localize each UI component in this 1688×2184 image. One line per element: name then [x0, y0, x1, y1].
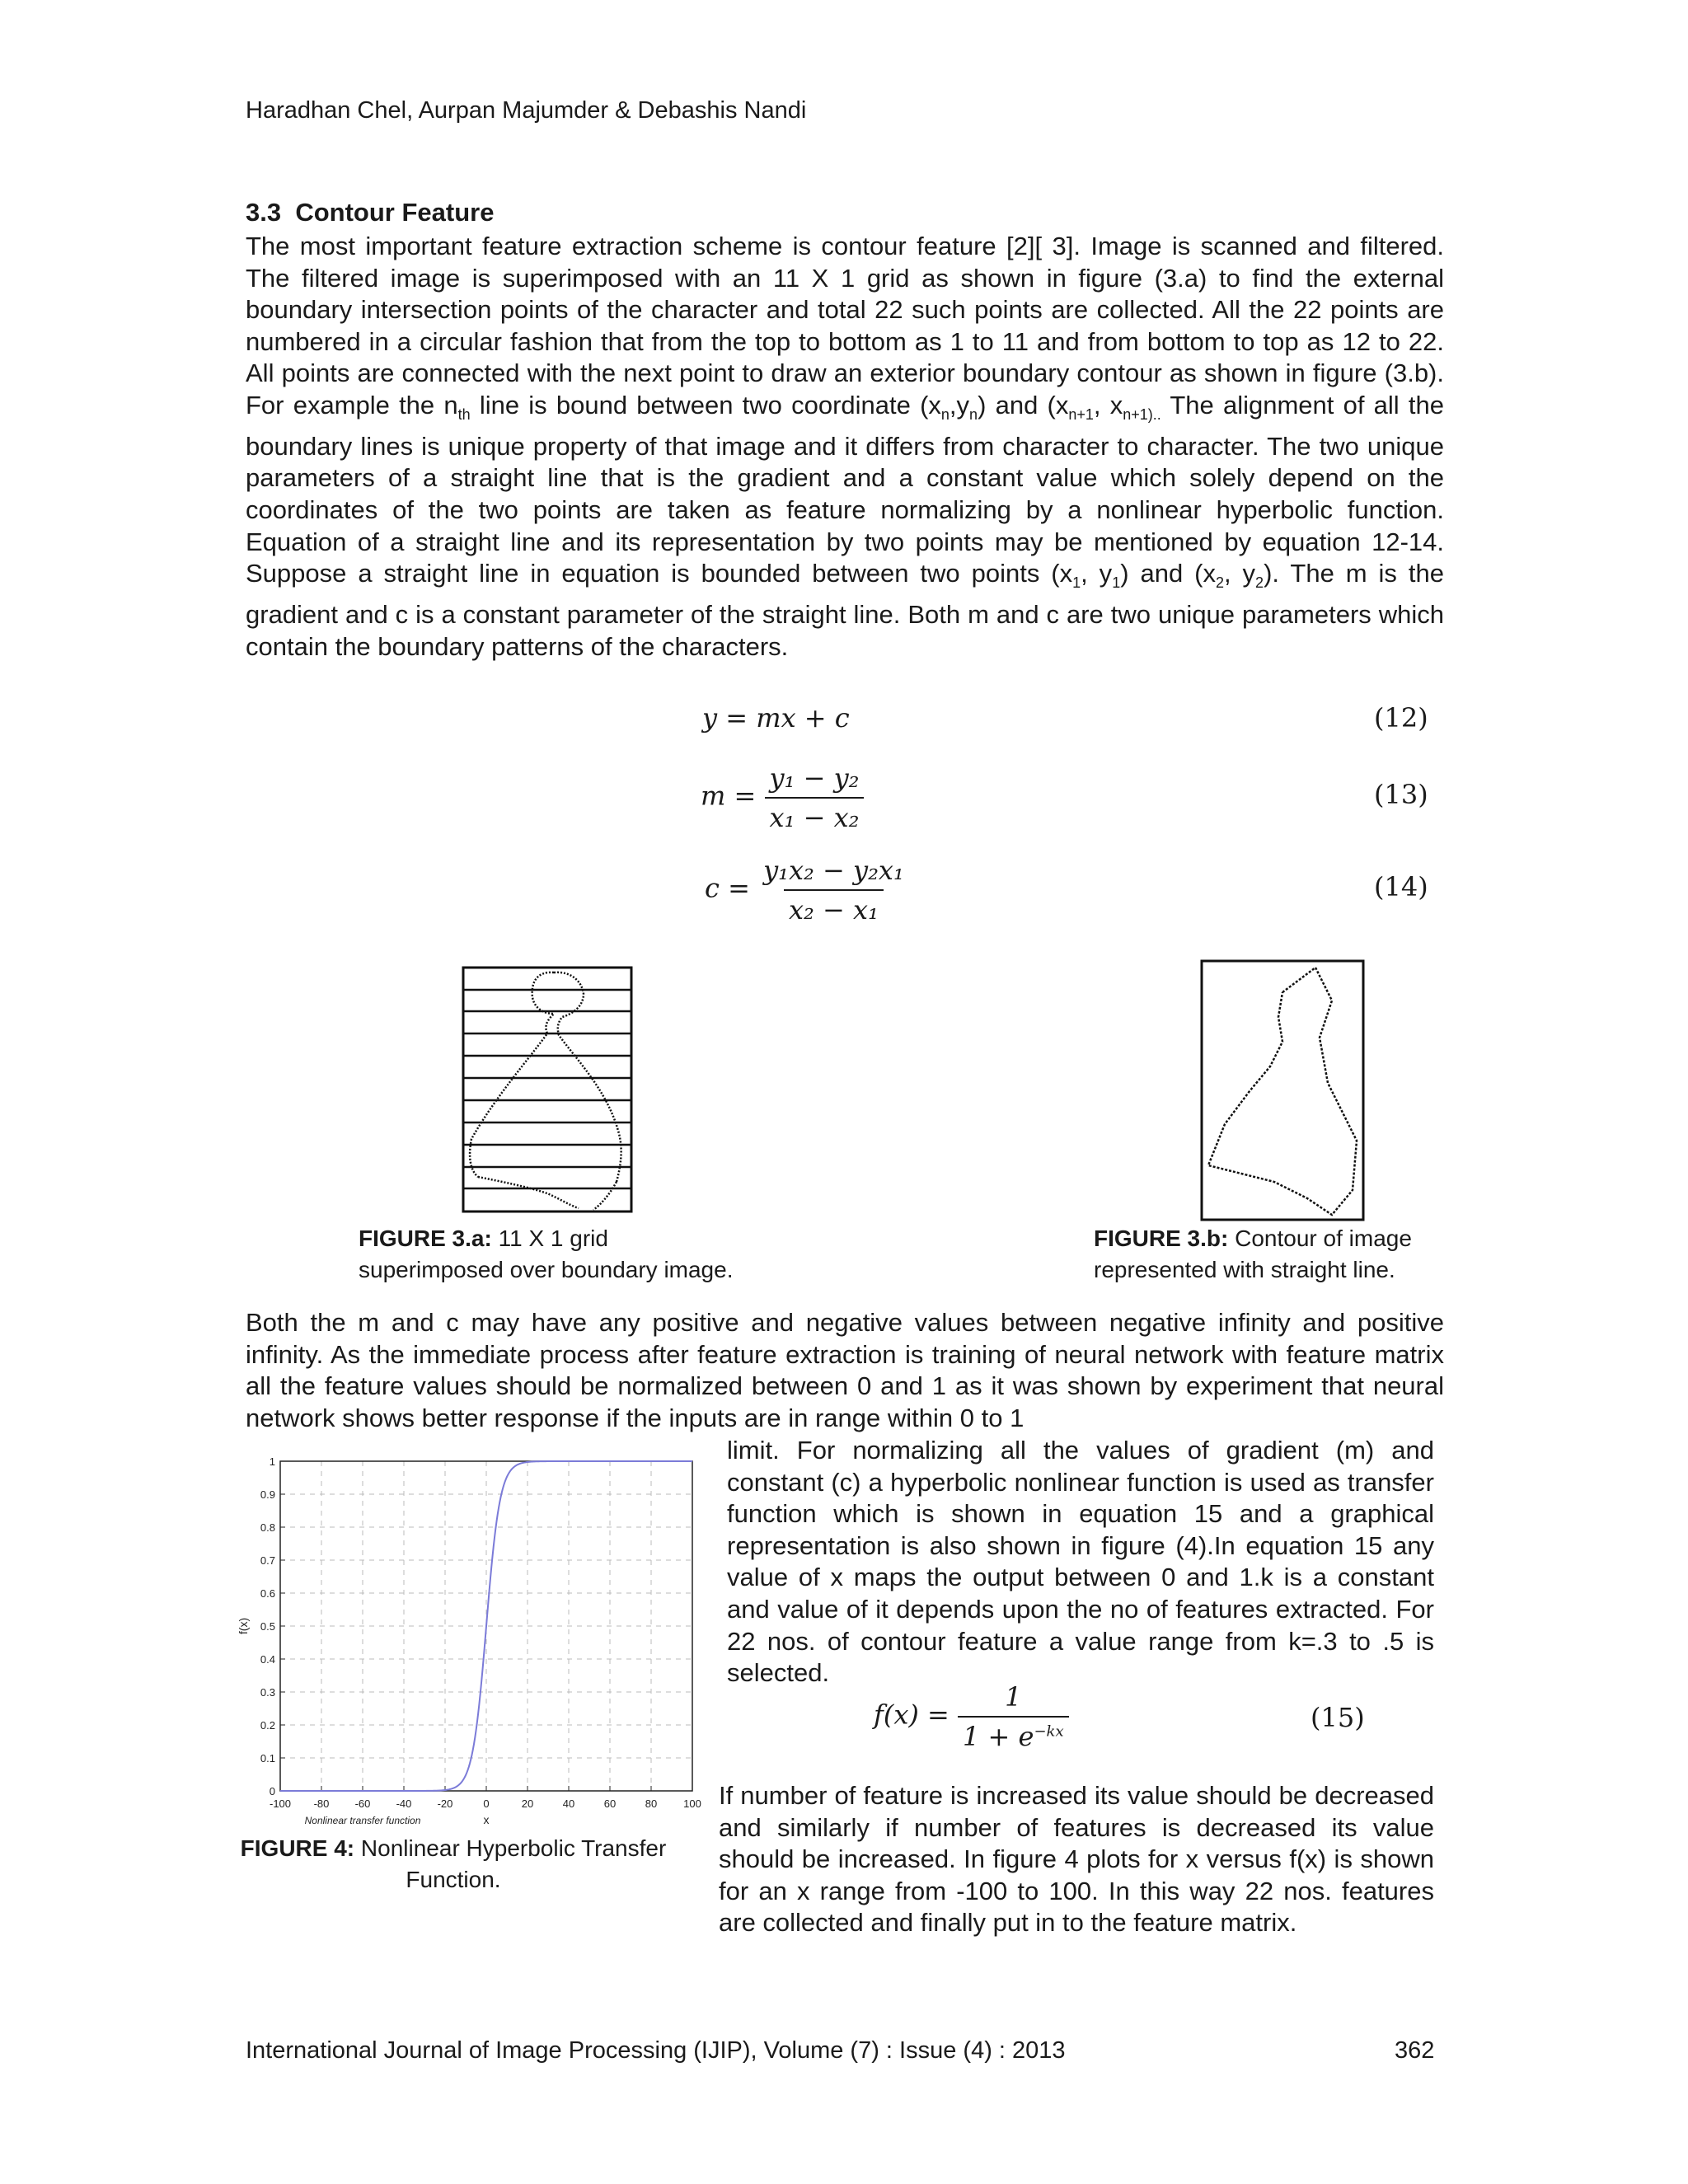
equation-13: m = $\frac{\text{y₁ − y₂}}{\text{x₁ − x₂}}$ [701, 762, 864, 833]
chart-xtick-label: 40 [562, 1797, 575, 1810]
chart-ytick-label: 0.6 [260, 1587, 275, 1600]
section-title: Contour Feature [295, 198, 495, 227]
paragraph-feature-count: If number of feature is increased its value should be decreased and similarly if number of features is decreased its value should be increased. In figure 4 plots for x versus f(x) is shown for an x range from -100 to 100. In this way 22 nos. features are collected and finally put in to the feature matrix. [719, 1781, 1434, 1938]
equation-12-label: (12) [1374, 702, 1428, 733]
chart-inplot-caption: Nonlinear transfer function [304, 1815, 421, 1826]
chart-ytick-label: 0 [269, 1785, 275, 1797]
chart-ytick-label: 0.9 [260, 1488, 275, 1501]
paragraph-contour: The most important feature extraction scheme is contour feature [2][ 3]. Image is scanned and filtered. The filtered image is superimposed with an 11 X 1 grid as shown in figure (3.a) to find the external boundary intersection points of the character and total 22 such points are collected. All the 22 points are numbered in a circular fashion that from the top to bottom as 1 to 11 and from bottom to top as 12 to 22. All points are connected with the next point to draw an exterior boundary contour as shown in figure (3.b). For example the $n_{th}$ line is bound between two coordinate $(x_n,y_n)$ and ($x_{n+1}$, $x_{n+1)..}$ The alignment of all the boundary lines is unique property of that image and it differs from character to character. The two unique parameters of a straight line that is the gradient and a constant value which solely depend on the coordinates of the two points are taken as feature normalizing by a nonlinear hyperbolic function. Equation of a straight line and its representation by two points may be mentioned by equation 12-14. Suppose a straight line in equation is bounded between two points ($x_1$, $y_1$) and ($x_2$, $y_2$). The m is the gradient and c is a constant parameter of the straight line. Both m and c are two unique parameters which contain the boundary patterns of the characters. [246, 232, 1444, 661]
chart-xtick-label: -60 [354, 1797, 371, 1810]
equation-13-label: (13) [1374, 779, 1428, 810]
running-header: Haradhan Chel, Aurpan Majumder & Debashis Nandi [246, 97, 807, 124]
paragraph-normalization-cont: limit. For normalizing all the values of gradient (m) and constant (c) a hyperbolic nonlinear function is used as transfer function which is shown in equation 15 and a graphical representation is also shown in figure (4).In equation 15 any value of x maps the output between 0 and 1.k is a constant and value of it depends upon the no of features extracted. For 22 nos. of contour feature a value range from k=.3 to .5 is selected. [727, 1436, 1434, 1688]
chart-xtick-label: -40 [396, 1797, 412, 1810]
chart-xtick-label: 0 [483, 1797, 490, 1810]
footer-journal: International Journal of Image Processing (IJIP), Volume (7) : Issue (4) : 2013 [246, 2037, 1066, 2064]
chart-ytick-label: 0.4 [260, 1653, 275, 1666]
chart-ytick-label: 0.1 [260, 1752, 275, 1765]
chart-xtick-label: -100 [269, 1797, 292, 1810]
chart-xtick-label: 80 [645, 1797, 658, 1810]
figure-4-caption: FIGURE 4: Nonlinear Hyperbolic Transfer Function. [240, 1835, 667, 1892]
chart-ytick-label: 0.8 [260, 1521, 275, 1534]
equation-14-label: (14) [1374, 871, 1428, 902]
chart-ytick-label: 0.5 [260, 1620, 275, 1633]
section-number: 3.3 [246, 198, 282, 227]
equation-15: f(x) = $\frac{1}{1 + e^{-kx}}$ [874, 1681, 1069, 1752]
chart-ytick-label: 0.2 [260, 1719, 275, 1732]
section-heading [246, 198, 494, 227]
footer-page-number: 362 [1395, 2037, 1435, 2064]
figure-4-chart [231, 1446, 709, 1842]
chart-ytick-label: 0.7 [260, 1554, 275, 1567]
chart-xtick-label: -20 [437, 1797, 453, 1810]
figure-3a-image [462, 966, 635, 1215]
equation-12: y = mx + c [702, 702, 850, 733]
chart-ytick-label: 1 [269, 1455, 275, 1468]
chart-ylabel: f(x) [237, 1617, 250, 1635]
figure-3a-caption: FIGURE 3.a: 11 X 1 grid superimposed over boundary image. [359, 1226, 734, 1282]
figure-3b-caption: FIGURE 3.b: Contour of image represented with straight line. [1094, 1226, 1412, 1282]
paragraph-normalization: Both the m and c may have any positive and negative values between negative infinity and positive infinity. As the immediate process after feature extraction is training of neural network with feature matrix all the feature values should be normalized between 0 and 1 as it was shown by experiment that neural network shows better response if the inputs are in range within 0 to 1 [246, 1308, 1444, 1432]
figure-3b-image [1200, 959, 1365, 1221]
chart-xtick-label: 20 [521, 1797, 534, 1810]
equation-15-label: (15) [1311, 1702, 1365, 1733]
chart-xtick-label: -80 [313, 1797, 330, 1810]
chart-xtick-label: 100 [683, 1797, 701, 1810]
chart-xlabel: x [483, 1813, 490, 1826]
chart-xtick-label: 60 [603, 1797, 617, 1810]
chart-ytick-label: 0.3 [260, 1686, 275, 1699]
equation-14: c = $\frac{\text{y₁x₂ − y₂x₁}}{\text{x₂ − x₁}}$ [705, 855, 904, 926]
